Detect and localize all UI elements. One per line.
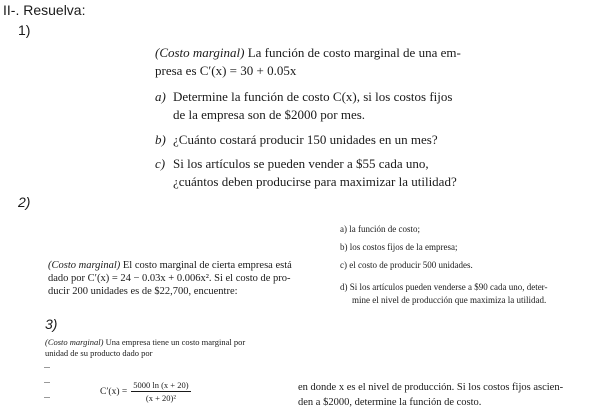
problem-2-item-a: a) la función de costo; xyxy=(340,224,420,234)
problem-1-item-a-cont: de la empresa son de $2000 por mes. xyxy=(173,107,366,122)
formula-fraction xyxy=(131,380,190,403)
problem-3-question-line-2: den a $2000, determine la función de costo. xyxy=(298,397,482,408)
section-title: II-. Resuelva: xyxy=(3,2,86,18)
problem-1-item-c xyxy=(155,155,429,173)
problem-3-statement-line-1 xyxy=(45,337,245,348)
problem-2-tag: (Costo marginal) xyxy=(48,260,121,271)
problem-1-number: 1) xyxy=(18,22,31,38)
problem-3-tag: (Costo marginal) xyxy=(45,337,104,347)
problem-3-number: 3) xyxy=(45,316,58,332)
problem-1-item-b xyxy=(155,131,438,149)
problem-2-item-c: c) el costo de producir 500 unidades. xyxy=(340,260,473,270)
problem-2-statement-text: El costo marginal de cierta empresa está xyxy=(120,260,292,271)
marginal-cost-formula xyxy=(100,380,191,403)
problem-1-intro-text: La función de costo marginal de una em- xyxy=(244,45,461,60)
formula-lhs: C′(x) = xyxy=(100,386,128,397)
problem-1-item-a xyxy=(155,88,452,106)
problem-2-item-b: b) los costos fijos de la empresa; xyxy=(340,242,458,252)
item-label: a) xyxy=(155,89,166,104)
problem-1-intro-line-1 xyxy=(155,44,461,62)
problem-3-question-line-1: en donde x es el nivel de producción. Si los costos fijos ascien- xyxy=(298,382,564,393)
problem-3-statement-text: Una empresa tiene un costo marginal por xyxy=(103,337,246,347)
margin-dash xyxy=(44,397,50,398)
problem-2-number: 2) xyxy=(18,194,31,210)
problem-2-statement-line-3: ducir 200 unidades es de $22,700, encuentre: xyxy=(48,286,238,297)
item-label: b) xyxy=(155,132,166,147)
item-text: ¿Cuánto costará producir 150 unidades en un mes? xyxy=(173,132,438,147)
problem-2-item-d: d) Si los artículos pueden venderse a $90 cada uno, deter- xyxy=(340,282,548,292)
problem-2-statement-line-1 xyxy=(48,259,292,272)
formula-denominator: (x + 20)² xyxy=(145,393,176,403)
problem-2-item-d-cont: mine el nivel de producción que maximiza la utilidad. xyxy=(352,295,547,305)
item-text: Si los artículos se pueden vender a $55 cada uno, xyxy=(173,156,429,171)
margin-dash xyxy=(44,367,50,368)
item-label: c) xyxy=(155,156,166,171)
problem-3-statement-line-2: unidad de su producto dado por xyxy=(45,348,153,358)
problem-1-tag: (Costo marginal) xyxy=(155,45,245,60)
item-text: Determine la función de costo C(x), si los costos fijos xyxy=(173,89,453,104)
problem-1-intro-line-2: presa es C′(x) = 30 + 0.05x xyxy=(155,63,297,78)
problem-2-statement-line-2: dado por C′(x) = 24 − 0.03x + 0.006x². Si el costo de pro- xyxy=(48,273,291,284)
margin-dash xyxy=(44,382,50,383)
problem-1-item-c-cont: ¿cuántos deben producirse para maximizar la utilidad? xyxy=(173,174,457,189)
formula-numerator: 5000 ln (x + 20) xyxy=(133,380,189,390)
